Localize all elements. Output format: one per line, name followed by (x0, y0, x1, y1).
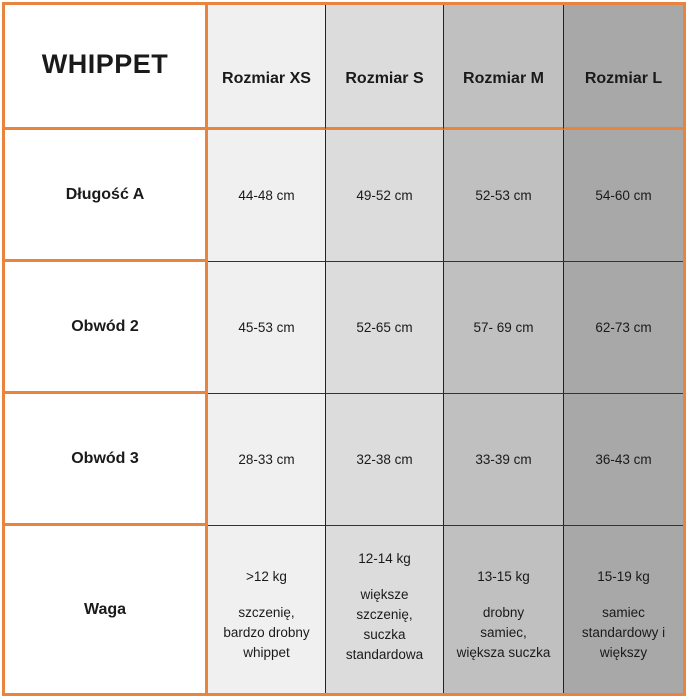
weight-value: 12-14 kg (358, 550, 411, 566)
weight-value: 15-19 kg (597, 568, 650, 584)
weight-value: >12 kg (246, 568, 287, 584)
table-cell: 62-73 cm (564, 262, 683, 394)
table-cell: 33-39 cm (444, 394, 564, 526)
weight-cell-l (564, 526, 683, 693)
table-cell: 52-53 cm (444, 130, 564, 262)
table-cell: 36-43 cm (564, 394, 683, 526)
weight-desc-line: standardowa (345, 646, 424, 662)
row-label-weight: Waga (5, 526, 208, 693)
weight-desc-line: whippet (243, 644, 290, 660)
table-cell: 54-60 cm (564, 130, 683, 262)
table-cell: 52-65 cm (326, 262, 444, 394)
weight-desc-line: większa suczka (456, 644, 551, 660)
weight-desc-line: samiec (602, 604, 645, 620)
table-cell: 57- 69 cm (444, 262, 564, 394)
row-label-girth-3: Obwód 3 (5, 394, 208, 526)
table-cell: 44-48 cm (208, 130, 326, 262)
table-cell: 49-52 cm (326, 130, 444, 262)
weight-cell-s (326, 526, 444, 693)
table-cell: 32-38 cm (326, 394, 444, 526)
weight-desc-line: szczenię, (238, 604, 295, 620)
row-label-length: Długość A (5, 130, 208, 262)
table-cell: 28-33 cm (208, 394, 326, 526)
weight-desc-line: bardzo drobny (223, 624, 310, 640)
weight-desc-line: większy (599, 644, 648, 660)
weight-desc-line: samiec, (480, 624, 527, 640)
column-header-l: Rozmiar L (564, 5, 683, 130)
weight-desc-line: suczka (363, 626, 406, 642)
column-header-m: Rozmiar M (444, 5, 564, 130)
table-cell: 45-53 cm (208, 262, 326, 394)
weight-cell-m (444, 526, 564, 693)
size-table (5, 5, 683, 693)
row-label-girth-2: Obwód 2 (5, 262, 208, 394)
weight-value: 13-15 kg (477, 568, 530, 584)
weight-desc-line: szczenię, (356, 606, 413, 622)
weight-desc-line: większe (360, 586, 409, 602)
column-header-s: Rozmiar S (326, 5, 444, 130)
weight-cell-xs (208, 526, 326, 693)
table-title: WHIPPET (5, 5, 208, 130)
column-header-xs: Rozmiar XS (208, 5, 326, 130)
weight-desc-line: drobny (482, 604, 525, 620)
weight-desc-line: standardowy i (581, 624, 666, 640)
